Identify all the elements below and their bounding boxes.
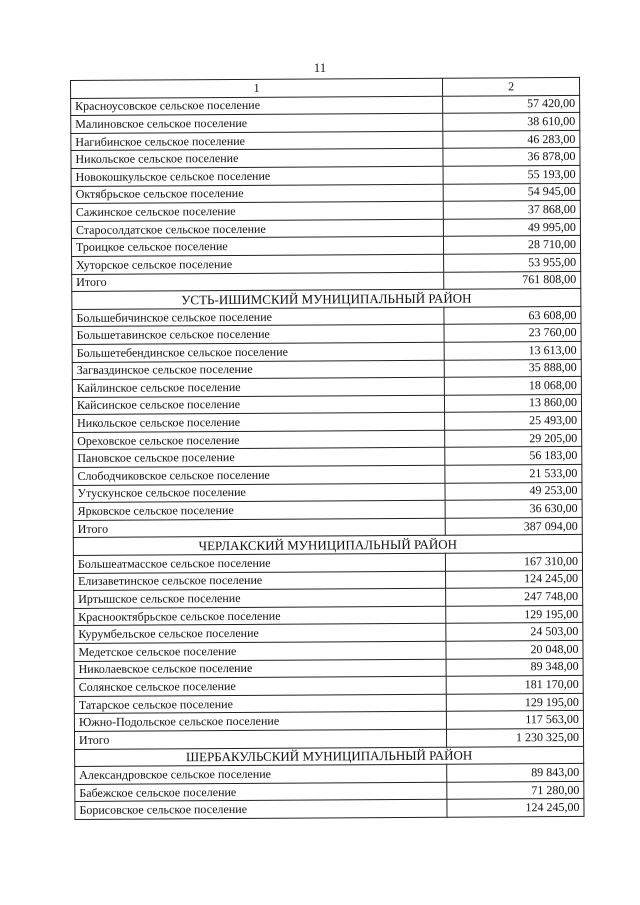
settlement-amount: 129 195,00 (446, 605, 583, 623)
settlement-name: Никольское сельское поселение (73, 412, 445, 432)
settlement-amount: 55 193,00 (443, 165, 580, 183)
settlement-amount: 20 048,00 (446, 640, 583, 658)
settlement-amount: 89 843,00 (447, 764, 584, 782)
settlement-amount: 36 878,00 (443, 148, 580, 166)
settlement-name: Елизаветинское сельское поселение (74, 571, 446, 591)
total-label: Итого (72, 272, 444, 292)
settlement-name: Слободчиковское сельское поселение (73, 465, 445, 485)
settlement-name: Бабежское сельское поселение (75, 782, 447, 802)
district-name: ЧЕРЛАКСКИЙ МУНИЦИПАЛЬНЫЙ РАЙОН (73, 535, 582, 556)
settlement-name: Старосолдатское сельское поселение (71, 219, 443, 239)
total-label: Итого (73, 518, 445, 538)
settlement-name: Нагибинское сельское поселение (71, 131, 443, 151)
settlement-name: Кайлинское сельское поселение (72, 377, 444, 397)
settlement-amount: 13 860,00 (445, 394, 582, 412)
total-label: Итого (74, 729, 446, 749)
settlement-amount: 117 563,00 (446, 711, 583, 729)
settlement-name: Ореховское сельское поселение (73, 430, 445, 450)
settlement-amount: 21 533,00 (445, 464, 582, 482)
settlement-amount: 54 945,00 (443, 183, 580, 201)
total-amount: 1 230 325,00 (447, 728, 584, 746)
settlement-name: Новокошкульское сельское поселение (71, 166, 443, 186)
settlement-amount: 57 420,00 (443, 95, 580, 113)
settlement-name: Краснооктябрьское сельское поселение (74, 606, 446, 626)
settlement-name: Октябрьское сельское поселение (71, 184, 443, 204)
settlement-amount: 28 710,00 (444, 236, 581, 254)
settlement-amount: 18 068,00 (444, 376, 581, 394)
settlement-amount: 46 283,00 (443, 130, 580, 148)
settlement-amount: 124 245,00 (446, 570, 583, 588)
settlement-amount: 23 760,00 (444, 324, 581, 342)
column-header-1: 1 (71, 78, 443, 98)
page-number: 11 (313, 60, 327, 75)
settlement-name: Иртышское сельское поселение (74, 588, 446, 608)
settlement-amount: 63 608,00 (444, 306, 581, 324)
settlement-name: Пановское сельское поселение (73, 448, 445, 468)
settlement-name: Большебичинское сельское поселение (72, 307, 444, 327)
settlement-amount: 49 253,00 (445, 482, 582, 500)
settlement-amount: 247 748,00 (446, 588, 583, 606)
settlement-amount: 181 170,00 (446, 676, 583, 694)
settlement-amount: 71 280,00 (447, 781, 584, 799)
settlement-amount: 24 503,00 (446, 623, 583, 641)
settlement-name: Красноусовское сельское поселение (71, 96, 443, 116)
settlement-name: Кайсинское сельское поселение (72, 395, 444, 415)
settlement-name: Малиновское сельское поселение (71, 113, 443, 133)
settlement-name: Троицкое сельское поселение (71, 237, 443, 257)
settlement-name: Хуторское сельское поселение (72, 254, 444, 274)
settlement-name: Ярковское сельское поселение (73, 500, 445, 520)
settlement-name: Утускунское сельское поселение (73, 483, 445, 503)
settlement-name: Медетское сельское поселение (74, 641, 446, 661)
settlement-name: Сажинское сельское поселение (71, 201, 443, 221)
settlement-amount: 167 310,00 (445, 552, 582, 570)
settlement-name: Большеатмасское сельское поселение (73, 553, 445, 573)
settlement-amount: 56 183,00 (445, 447, 582, 465)
settlement-amount: 53 955,00 (444, 253, 581, 271)
table-body (71, 77, 585, 819)
settlement-amount: 37 868,00 (443, 201, 580, 219)
settlement-name: Татарское сельское поселение (74, 694, 446, 714)
settlement-name: Борисовское сельское поселение (75, 800, 447, 820)
settlement-name: Загваздинское сельское поселение (72, 360, 444, 380)
settlement-amount: 49 995,00 (443, 218, 580, 236)
settlement-amount: 38 610,00 (443, 113, 580, 131)
settlement-name: Большетавинское сельское поселение (72, 325, 444, 345)
settlement-name: Николаевское сельское поселение (74, 659, 446, 679)
settlement-amount: 124 245,00 (447, 799, 584, 817)
settlement-amount: 13 613,00 (444, 341, 581, 359)
settlement-amount: 89 348,00 (446, 658, 583, 676)
settlement-amount: 35 888,00 (444, 359, 581, 377)
settlement-amount: 29 205,00 (445, 429, 582, 447)
settlement-name: Южно-Подольское сельское поселение (74, 712, 446, 732)
settlement-name: Большетебендинское сельское поселение (72, 342, 444, 362)
settlement-name: Александровское сельское поселение (75, 764, 447, 784)
settlement-amount: 129 195,00 (446, 693, 583, 711)
district-name: УСТЬ-ИШИМСКИЙ МУНИЦИПАЛЬНЫЙ РАЙОН (72, 289, 581, 310)
total-amount: 761 808,00 (444, 271, 581, 289)
settlement-name: Никольское сельское поселение (71, 149, 443, 169)
total-amount: 387 094,00 (445, 517, 582, 535)
settlement-amount: 36 630,00 (445, 500, 582, 518)
column-header-2: 2 (443, 77, 580, 95)
budget-table (70, 77, 585, 820)
district-name: ШЕРБАКУЛЬСКИЙ МУНИЦИПАЛЬНЫЙ РАЙОН (75, 746, 584, 767)
settlement-name: Солянское сельское поселение (74, 676, 446, 696)
settlement-amount: 25 493,00 (445, 412, 582, 430)
table-row (75, 799, 584, 820)
settlement-name: Курумбельское сельское поселение (74, 624, 446, 644)
